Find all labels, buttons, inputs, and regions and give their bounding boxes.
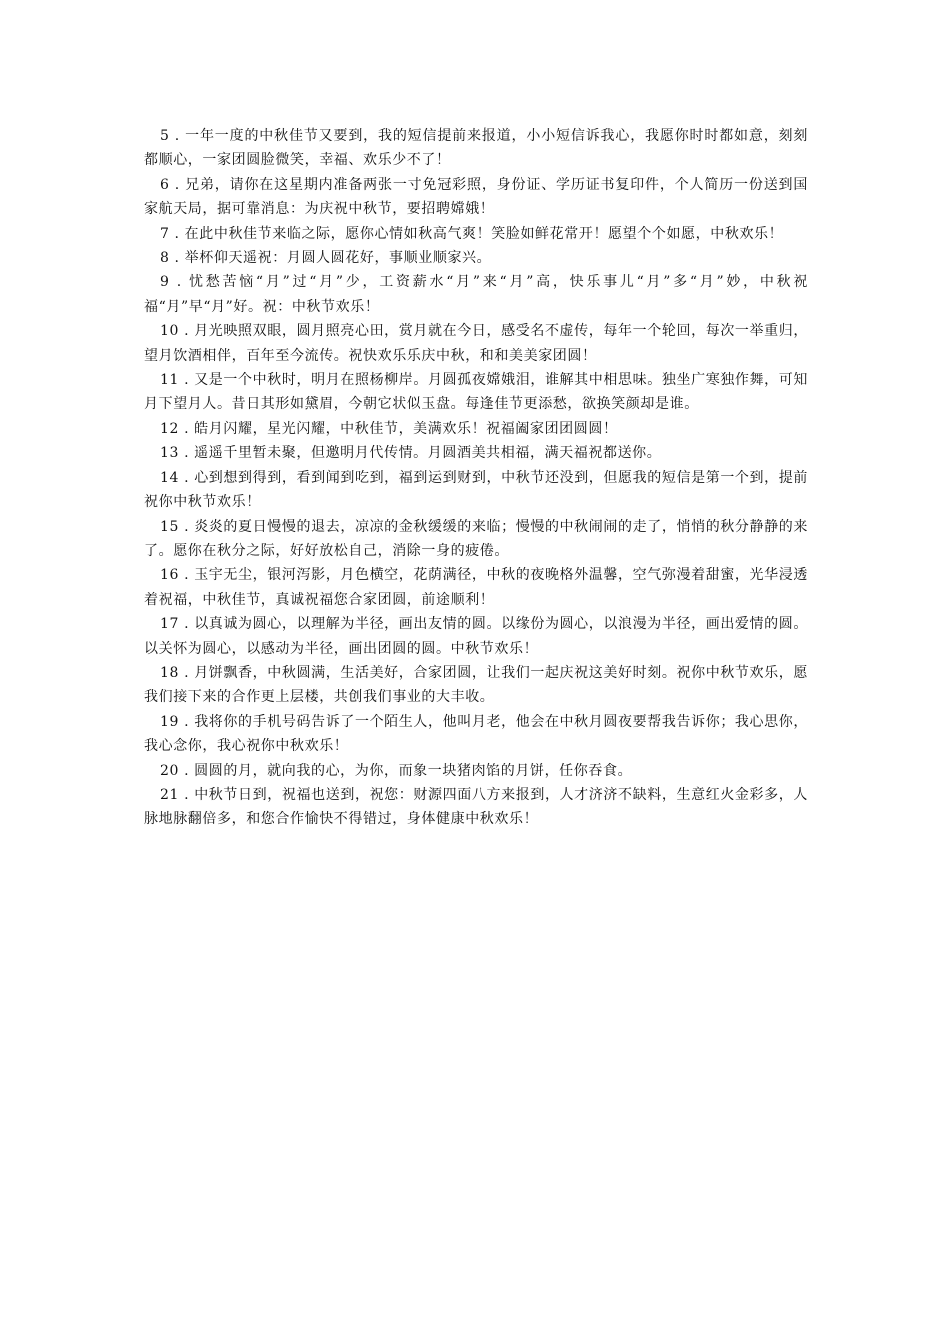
paragraph-10: 10 . 月光映照双眼，圆月照亮心田，赏月就在今日，感受名不虚传，每年一个轮回，每次一举重归，望月饮酒相伴，百年至今流传。祝快欢乐乐庆中秋，和和美美家团圆！ bbox=[144, 323, 808, 364]
document-body bbox=[144, 124, 808, 832]
paragraph-14: 14 . 心到想到得到，看到闻到吃到，福到运到财到，中秋节还没到，但愿我的短信是第一个到，提前祝你中秋节欢乐！ bbox=[144, 469, 808, 511]
paragraph-12: 12 . 皓月闪耀，星光闪耀，中秋佳节，美满欢乐！祝福阖家团团圆圆！ bbox=[160, 420, 618, 437]
paragraph-9: 9 . 忧愁苦恼“月”过“月”少，工资薪水“月”来“月”高，快乐事儿“月”多“月”妙，中秋祝福“月”早“月”好。祝：中秋节欢乐！ bbox=[144, 274, 808, 315]
paragraph-21: 21 . 中秋节日到，祝福也送到，祝您：财源四面八方来报到，人才济济不缺料，生意红火金彩多，人脉地脉翻倍多，和您合作愉快不得错过，身体健康中秋欢乐！ bbox=[144, 786, 808, 828]
paragraph-15: 15 . 炎炎的夏日慢慢的退去，凉凉的金秋缓缓的来临；慢慢的中秋闹闹的走了，悄悄的秋分静静的来了。愿你在秋分之际，好好放松自己，消除一身的疲倦。 bbox=[144, 518, 808, 559]
paragraph-7: 7 . 在此中秋佳节来临之际，愿你心情如秋高气爽！笑脸如鲜花常开！愿望个个如愿，中秋欢乐！ bbox=[160, 225, 784, 242]
paragraph-16: 16 . 玉宇无尘，银河泻影，月色横空，花荫满径，中秋的夜晚格外温馨，空气弥漫着甜蜜，光华浸透着祝福，中秋佳节，真诚祝福您合家团圆，前途顺利！ bbox=[144, 567, 808, 608]
paragraph-5: 5 . 一年一度的中秋佳节又要到，我的短信提前来报道，小小短信诉我心，我愿你时时都如意，刻刻都顺心，一家团圆脸微笑，幸福、欢乐少不了！ bbox=[144, 128, 808, 169]
paragraph-6: 6 . 兄弟，请你在这星期内准备两张一寸免冠彩照，身份证、学历证书复印件，个人简历一份送到国家航天局，据可靠消息：为庆祝中秋节，要招聘嫦娥！ bbox=[144, 176, 808, 218]
paragraph-8: 8 . 举杯仰天遥祝：月圆人圆花好，事顺业顺家兴。 bbox=[160, 250, 492, 267]
paragraph-13: 13 . 遥遥千里暂未聚，但邀明月代传情。月圆酒美共相福，满天福祝都送你。 bbox=[160, 445, 662, 462]
paragraph-20: 20 . 圆圆的月，就向我的心，为你，而象一块猪肉馅的月饼，任你吞食。 bbox=[160, 762, 633, 779]
paragraph-18: 18 . 月饼飘香，中秋圆满，生活美好，合家团圆，让我们一起庆祝这美好时刻。祝你中秋节欢乐，愿我们接下来的合作更上层楼，共创我们事业的大丰收。 bbox=[144, 664, 808, 706]
paragraph-19: 19 . 我将你的手机号码告诉了一个陌生人，他叫月老，他会在中秋月圆夜要帮我告诉你；我心思你，我心念你，我心祝你中秋欢乐！ bbox=[144, 713, 808, 755]
paragraph-11: 11 . 又是一个中秋时，明月在照杨柳岸。月圆孤夜嫦娥泪，谁解其中相思味。独坐广寒独作舞，可知月下望月人。昔日其形如黛眉，今朝它状似玉盘。每逢佳节更添愁，欲换笑颜却是谁。 bbox=[144, 372, 808, 413]
paragraph-17: 17 . 以真诚为圆心，以理解为半径，画出友情的圆。以缘份为圆心，以浪漫为半径，画出爱情的圆。以关怀为圆心，以感动为半径，画出团圆的圆。中秋节欢乐！ bbox=[144, 616, 808, 657]
